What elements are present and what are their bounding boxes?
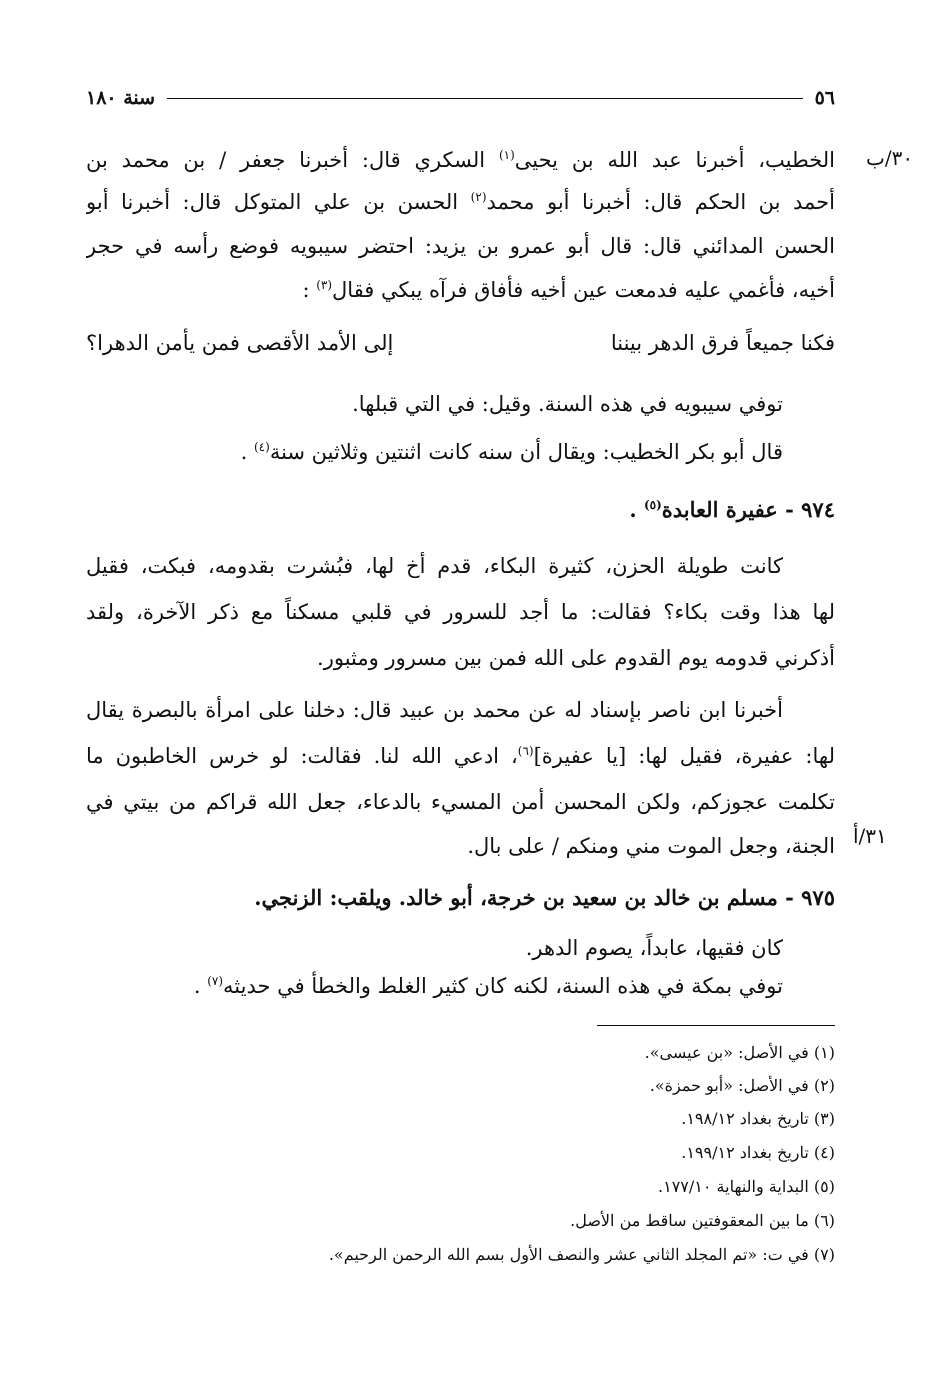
header-rule bbox=[167, 98, 802, 99]
entry-heading: ٩٧٥ - مسلم بن خالد بن سعيد بن خرجة، أبو خالد. ويلقب: الزنجي. bbox=[254, 885, 835, 910]
margin-folio-marker: ٣٠/ب bbox=[866, 146, 914, 170]
footnote: (١) في الأصل: «بن عيسى». bbox=[644, 1043, 835, 1062]
verse-first-hemistich: فكنا جميعاً فرق الدهر بيننا bbox=[610, 331, 835, 355]
footnote-ref: (٢) bbox=[470, 190, 487, 204]
text-line: توفي سيبويه في هذه السنة. وقيل: في التي قبلها. bbox=[352, 392, 783, 416]
footnote: (٧) في ت: «تم المجلد الثاني عشر والنصف الأول بسم الله الرحمن الرحيم». bbox=[328, 1245, 835, 1264]
text-line: الحسن المدائني قال: قال أبو عمرو بن يزيد: احتضر سيبويه فوضع رأسه في حجر bbox=[86, 234, 835, 258]
text-line: الخطيب، أخبرنا عبد الله بن يحيى$^{(١)}$ السكري قال: أخبرنا جعفر / بن محمد بن bbox=[86, 148, 835, 172]
text-line: لها: عفيرة، فقيل لها: [يا عفيرة]$^{(٦)}$، ادعي الله لنا. فقالت: لو خرس الخاطبون ما bbox=[86, 744, 835, 768]
running-title: سنة ١٨٠ bbox=[86, 87, 156, 109]
text-line: قال أبو بكر الخطيب: ويقال أن سنه كانت اثنتين وثلاثين سنة$^{(٤)}$ . bbox=[240, 440, 783, 464]
footnote-ref: (١) bbox=[498, 148, 515, 162]
text-line: تكلمت عجوزكم، ولكن المحسن أمن المسيء بالدعاء، جعل الله قراكم من بيتي في bbox=[86, 790, 835, 814]
footnote-ref: (٤) bbox=[253, 440, 270, 454]
page-number: ٥٦ bbox=[814, 87, 835, 109]
footnote-ref: (٦) bbox=[517, 744, 534, 758]
text-line: كان فقيها، عابداً، يصوم الدهر. bbox=[525, 936, 783, 960]
footnote: (٤) تاريخ بغداد ١٩٩/١٢. bbox=[681, 1143, 835, 1162]
text-line: أذكرني قدومه يوم القدوم على الله فمن بين مسرور ومثبور. bbox=[317, 646, 835, 670]
footnote: (٣) تاريخ بغداد ١٩٨/١٢. bbox=[681, 1109, 835, 1128]
footnote-ref: (٣) bbox=[316, 278, 333, 292]
text-line: الجنة، وجعل الموت مني ومنكم / على بال. bbox=[467, 834, 835, 858]
page-header bbox=[86, 82, 835, 114]
text-line: كانت طويلة الحزن، كثيرة البكاء، قدم أخ لها، فبُشرت بقدومه، فبكت، فقيل bbox=[86, 554, 783, 578]
footnote-separator bbox=[597, 1025, 835, 1026]
footnote: (٢) في الأصل: «أبو حمزة». bbox=[649, 1076, 835, 1095]
footnote: (٦) ما بين المعقوفتين ساقط من الأصل. bbox=[570, 1211, 835, 1230]
verse-second-hemistich: إلى الأمد الأقصى فمن يأمن الدهرا؟ bbox=[86, 331, 394, 355]
entry-heading: ٩٧٤ - عفيرة العابدة$^{(٥)}$ . bbox=[629, 497, 835, 522]
footnote: (٥) البداية والنهاية ١٧٧/١٠. bbox=[658, 1177, 835, 1196]
poetry-verse bbox=[86, 323, 835, 363]
text-line: أخبرنا ابن ناصر بإسناد له عن محمد بن عبيد قال: دخلنا على امرأة بالبصرة يقال bbox=[86, 698, 783, 722]
text-line: أحمد بن الحكم قال: أخبرنا أبو محمد$^{(٢)}$ الحسن بن علي المتوكل قال: أخبرنا أبو bbox=[86, 190, 835, 214]
text-line: أخيه، فأغمي عليه فدمعت عين أخيه فأفاق فرآه يبكي فقال$^{(٣)}$ : bbox=[302, 278, 835, 302]
margin-folio-marker: ٣١/أ bbox=[853, 824, 887, 848]
text-line: لها هذا وقت بكاء؟ فقالت: ما أجد للسرور في قلبي مسكناً مع ذكر الآخرة، ولقد bbox=[86, 600, 835, 624]
footnote-ref: (٧) bbox=[207, 974, 224, 988]
footnote-ref: (٥) bbox=[643, 498, 662, 512]
text-line: توفي بمكة في هذه السنة، لكنه كان كثير الغلط والخطأ في حديثه$^{(٧)}$ . bbox=[193, 974, 783, 998]
